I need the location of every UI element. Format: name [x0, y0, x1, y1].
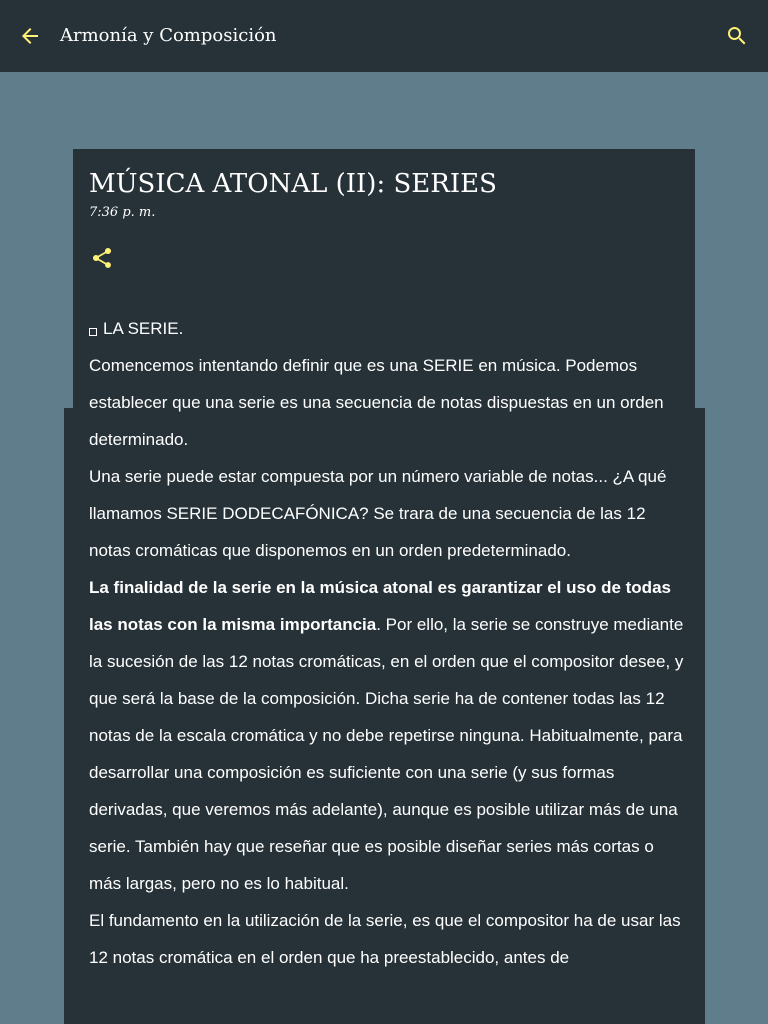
bold-statement: La finalidad de la serie en la música atonal es garantizar el uso de todas las notas con la misma importancia [89, 578, 671, 634]
blog-title[interactable]: Armonía y Composición [60, 25, 277, 46]
post-body [89, 310, 689, 976]
paragraph-3 [89, 569, 689, 902]
paragraph-2: Una serie puede estar compuesta por un número variable de notas... ¿A qué llamamos SERIE DODECAFÓNICA? Se trara de una secuencia de las 12 notas cromáticas que disponemos en un orden predeterminado. [89, 467, 667, 560]
arrow-back-icon [18, 24, 42, 48]
paragraph-1: Comencemos intentando definir que es una SERIE en música. Podemos establecer que una serie es una secuencia de notas dispuestas en un orden determinado. [89, 356, 664, 449]
top-app-bar [0, 0, 768, 72]
share-button[interactable] [90, 246, 114, 270]
back-button[interactable] [18, 24, 42, 48]
post-timestamp[interactable]: 7:36 p. m. [89, 205, 156, 220]
section-heading [89, 310, 689, 347]
search-icon [725, 24, 749, 48]
section-heading-text: LA SERIE. [103, 319, 184, 338]
paragraph-3-rest: . Por ello, la serie se construye mediante la sucesión de las 12 notas cromáticas, en el orden que el compositor desee, y que será la base de la composición. Dicha serie ha de contener todas las 12 notas de la escala cromática y no debe repetirse ninguna. Habitualmente, para desarrollar una composición es suficiente con una serie (y sus formas derivadas, que veremos más adelante), aunque es posible utilizar más de una serie. También hay que reseñar que es posible diseñar series más cortas o más largas, pero no es lo habitual. [89, 615, 684, 893]
search-button[interactable] [725, 24, 749, 48]
post-title: MÚSICA ATONAL (II): SERIES [89, 169, 497, 199]
share-icon [90, 246, 114, 270]
bullet-icon [89, 328, 97, 336]
paragraph-4: El fundamento en la utilización de la serie, es que el compositor ha de usar las 12 notas cromática en el orden que ha preestablecido, antes de [89, 911, 681, 967]
